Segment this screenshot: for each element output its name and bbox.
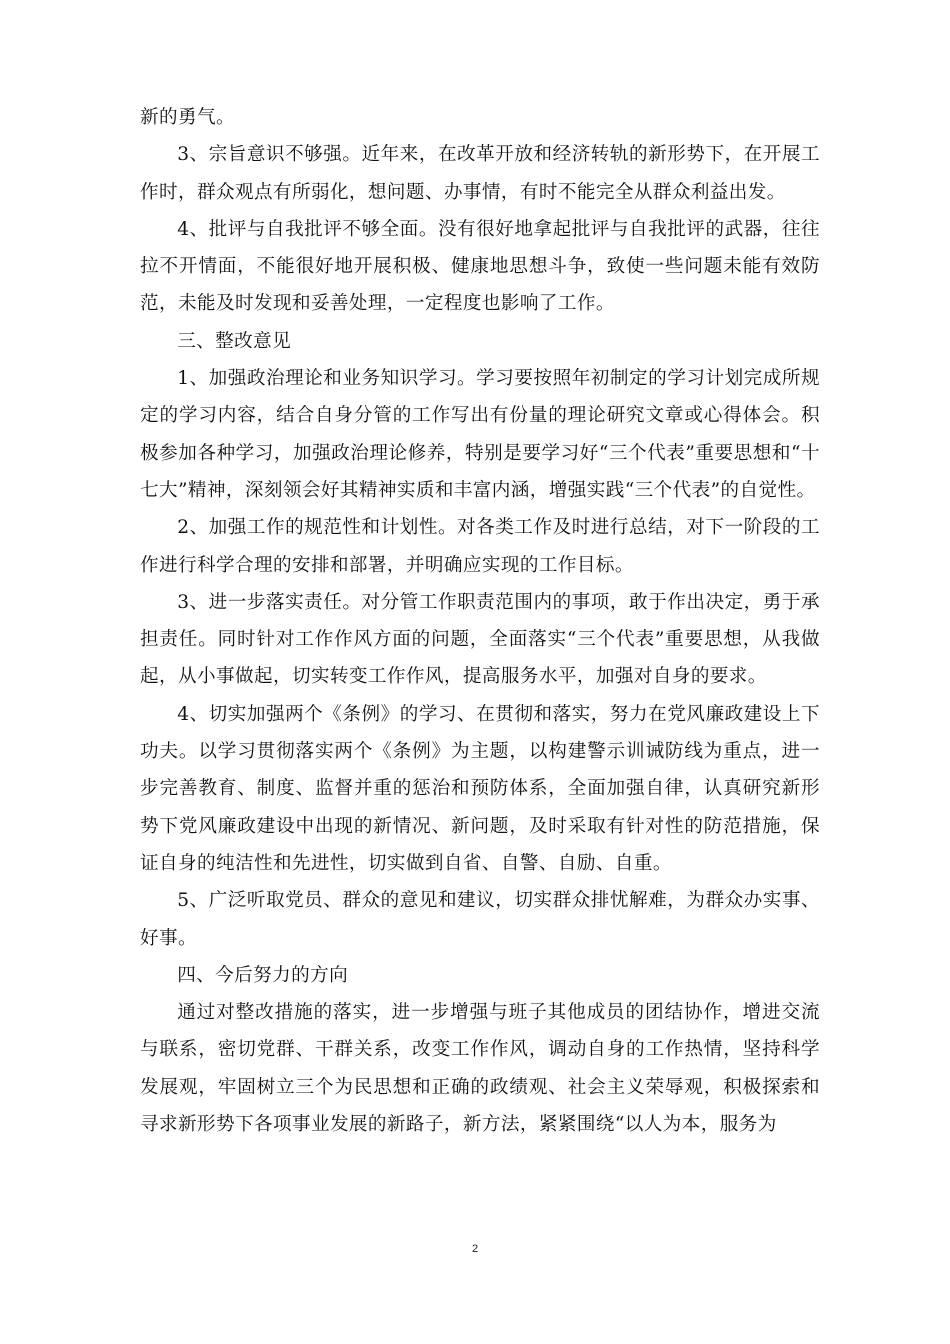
paragraph-rectify-5: 5、广泛听取党员、群众的意见和建议，切实群众排忧解难，为群众办实事、好事。	[140, 890, 820, 949]
document-body	[140, 99, 820, 1143]
paragraph-rectify-4: 4、切实加强两个《条例》的学习、在贯彻和落实，努力在党风廉政建设上下功夫。以学习贯彻落实两个《条例》为主题，以构建警示训诫防线为重点，进一步完善教育、制度、监督并重的惩治和预防体系，全面加强自律，认真研究新形势下党风廉政建设中出现的新情况、新问题，及时采取有针对性的防范措施，保证自身的纯洁性和先进性，切实做到自省、自警、自励、自重。	[140, 703, 820, 874]
paragraph-item-3-purpose: 3、宗旨意识不够强。近年来，在改革开放和经济转轨的新形势下，在开展工作时，群众观点有所弱化，想问题、办事情，有时不能完全从群众利益出发。	[140, 144, 820, 203]
paragraph-future-direction: 通过对整改措施的落实，进一步增强与班子其他成员的团结协作，增进交流与联系，密切党群、干群关系，改变工作作风，调动自身的工作热情，坚持科学发展观，牢固树立三个为民思想和正确的政绩观、社会主义荣辱观，积极探索和寻求新形势下各项事业发展的新路子，新方法，紧紧围绕“以人为本，服务为	[140, 1002, 820, 1136]
paragraph-continuation: 新的勇气。	[140, 107, 235, 128]
page-number: 2	[471, 1243, 479, 1255]
paragraph-rectify-2: 2、加强工作的规范性和计划性。对各类工作及时进行总结，对下一阶段的工作进行科学合理的安排和部署，并明确应实现的工作目标。	[140, 517, 820, 576]
section-heading-future-direction: 四、今后努力的方向	[177, 964, 349, 986]
section-heading-rectification: 三、整改意见	[177, 330, 292, 352]
paragraph-item-4-criticism: 4、批评与自我批评不够全面。没有很好地拿起批评与自我批评的武器，往往拉不开情面，不能很好地开展积极、健康地思想斗争，致使一些问题未能有效防范，未能及时发现和妥善处理，一定程度也影响了工作。	[140, 218, 820, 315]
paragraph-rectify-1: 1、加强政治理论和业务知识学习。学习要按照年初制定的学习计划完成所规定的学习内容，结合自身分管的工作写出有份量的理论研究文章或心得体会。积极参加各种学习，加强政治理论修养，特别是要学习好“三个代表”重要思想和“十七大”精神，深刻领会好其精神实质和丰富内涵，增强实践“三个代表”的自觉性。	[140, 368, 820, 501]
paragraph-rectify-3: 3、进一步落实责任。对分管工作职责范围内的事项，敢于作出决定，勇于承担责任。同时针对工作作风方面的问题，全面落实“三个代表”重要思想，从我做起，从小事做起，切实转变工作作风，提高服务水平，加强对自身的要求。	[140, 591, 820, 688]
